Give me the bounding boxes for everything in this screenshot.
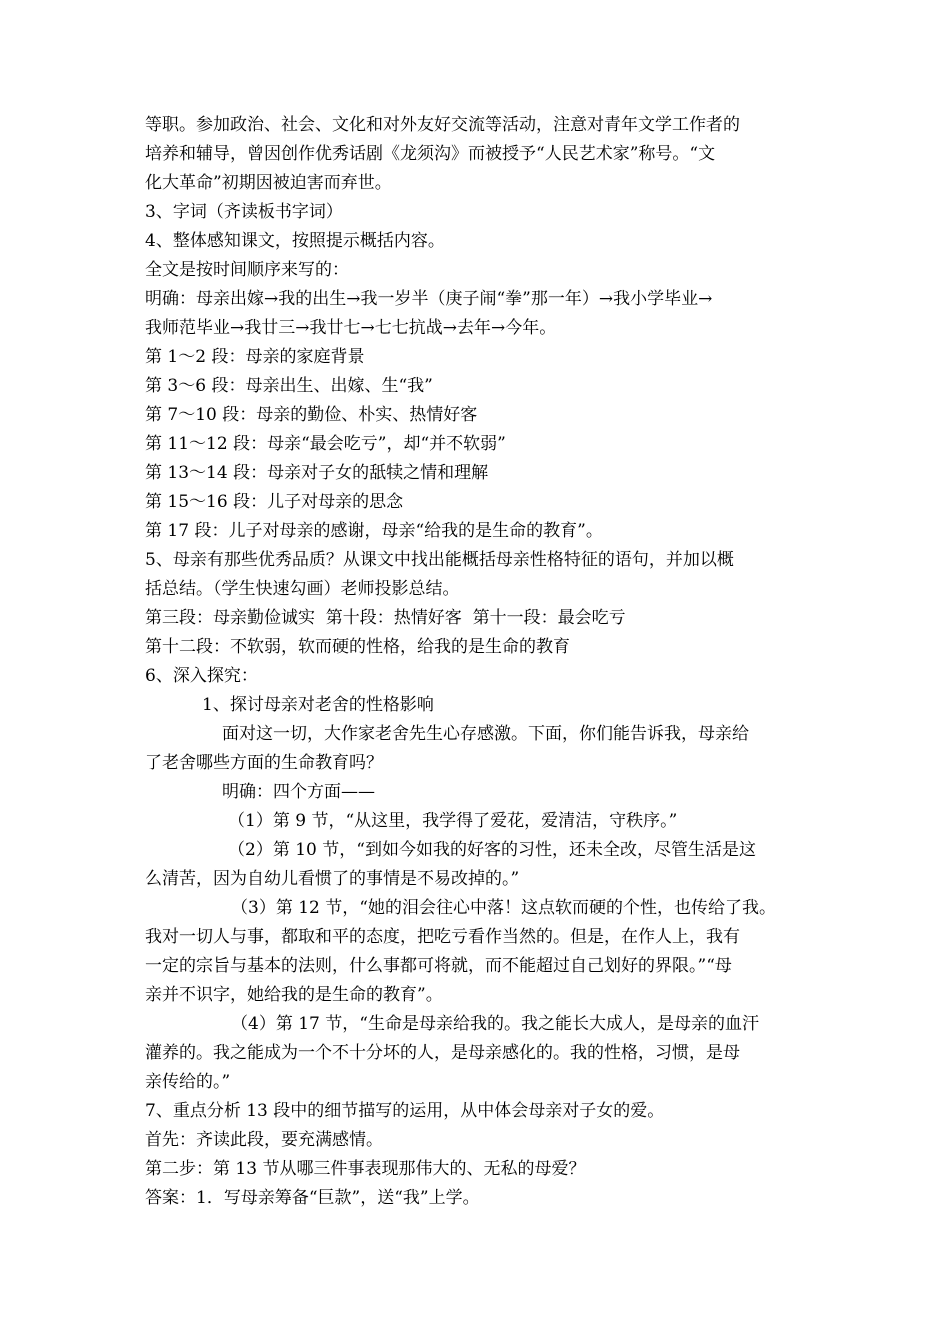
text-line: 亲并不识字，她给我的是生命的教育”。: [145, 985, 443, 1005]
text-line: 了老舍哪些方面的生命教育吗？: [145, 753, 383, 773]
text-line: 培养和辅导，曾因创作优秀话剧《龙须沟》而被授予“人民艺术家”称号。“文: [145, 144, 716, 164]
outline-item: 第 17 段：儿子对母亲的感谢，母亲“给我的是生命的教育”。: [145, 521, 603, 541]
text-line: 首先：齐读此段，要充满感情。: [145, 1130, 383, 1150]
text-line: 全文是按时间顺序来写的：: [145, 260, 349, 280]
text-line: 我对一切人与事，都取和平的态度，把吃亏看作当然的。但是，在作人上，我有: [145, 927, 740, 947]
text-line: 括总结。（学生快速勾画）老师投影总结。: [145, 579, 460, 599]
quote-item: （2）第 10 节，“到如今如我的好客的习性，还未全改，尽管生活是这: [228, 840, 756, 860]
text-line: 明确：四个方面——: [222, 782, 375, 802]
text-line: 一定的宗旨与基本的法则，什么事都可将就，而不能超过自己划好的界限。”“母: [145, 956, 732, 976]
outline-item: 第 11～12 段：母亲“最会吃亏”，却“并不软弱”: [145, 434, 506, 454]
section-heading: 4、整体感知课文，按照提示概括内容。: [145, 231, 445, 251]
quote-item: （1）第 9 节，“从这里，我学得了爱花，爱清洁，守秩序。”: [228, 811, 678, 831]
text-line: 我师范毕业→我廿三→我廿七→七七抗战→去年→今年。: [145, 318, 557, 338]
outline-item: 第 15～16 段：儿子对母亲的思念: [145, 492, 404, 512]
section-heading: 7、重点分析 13 段中的细节描写的运用，从中体会母亲对子女的爱。: [145, 1101, 665, 1121]
document-page: [145, 111, 815, 1213]
outline-item: 第 1～2 段：母亲的家庭背景: [145, 347, 365, 367]
text-line: 第二步：第 13 节从哪三件事表现那伟大的、无私的母爱？: [145, 1159, 586, 1179]
section-heading: 6、深入探究：: [145, 666, 258, 686]
text-line: 答案：1．写母亲筹备“巨款”，送“我”上学。: [145, 1188, 480, 1208]
text-line: 么清苦，因为自幼儿看惯了的事情是不易改掉的。”: [145, 869, 520, 889]
outline-item: 第 7～10 段：母亲的勤俭、朴实、热情好客: [145, 405, 478, 425]
text-line: 第十二段：不软弱，软而硬的性格，给我的是生命的教育: [145, 637, 570, 657]
section-heading: 5、母亲有那些优秀品质？从课文中找出能概括母亲性格特征的语句，并加以概: [145, 550, 734, 570]
section-heading: 3、字词（齐读板书字词）: [145, 202, 343, 222]
subsection-heading: 1、探讨母亲对老舍的性格影响: [202, 695, 434, 715]
quote-item: （4）第 17 节，“生命是母亲给我的。我之能长大成人，是母亲的血汗: [231, 1014, 759, 1034]
text-line: 灌养的。我之能成为一个不十分坏的人，是母亲感化的。我的性格，习惯，是母: [145, 1043, 740, 1063]
quote-item: （3）第 12 节，“她的泪会往心中落！这点软而硬的个性，也传给了我。: [231, 898, 776, 918]
text-line: 等职。参加政治、社会、文化和对外友好交流等活动，注意对青年文学工作者的: [145, 115, 740, 135]
text-line: 化大革命”初期因被迫害而弃世。: [145, 173, 392, 193]
text-line: 第三段：母亲勤俭诚实 第十段：热情好客 第十一段：最会吃亏: [145, 608, 626, 628]
outline-item: 第 3～6 段：母亲出生、出嫁、生“我”: [145, 376, 433, 396]
text-line: 面对这一切，大作家老舍先生心存感激。下面，你们能告诉我，母亲给: [222, 724, 749, 744]
text-line: 亲传给的。”: [145, 1072, 231, 1092]
outline-item: 第 13～14 段：母亲对子女的舐犊之情和理解: [145, 463, 489, 483]
text-line: 明确：母亲出嫁→我的出生→我一岁半（庚子闹“拳”那一年）→我小学毕业→: [145, 289, 713, 309]
